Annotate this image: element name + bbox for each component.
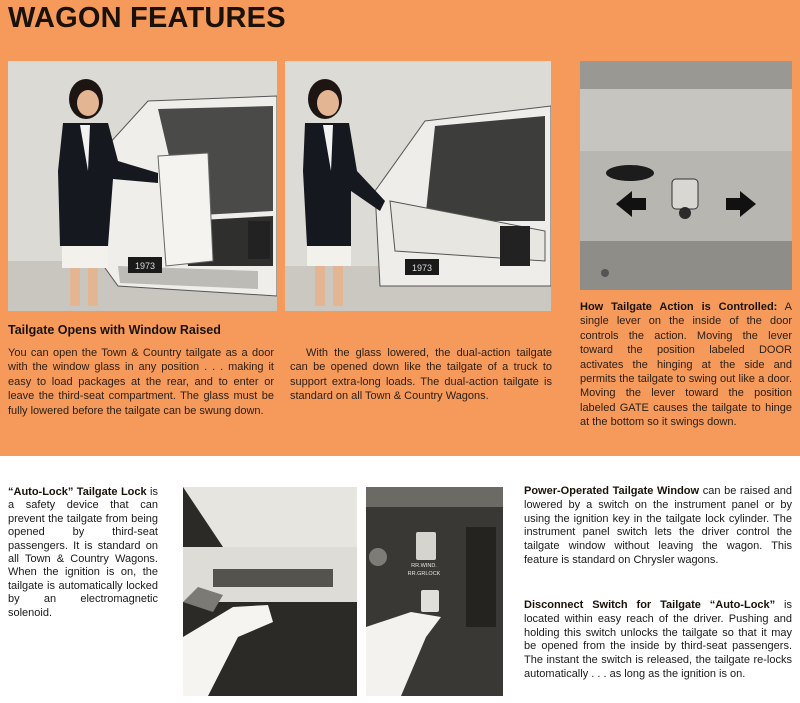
caption2-body: With the glass lowered, the dual-action tailgate can be opened down like the tailgate of a truck to support extra-long loads. The dual-action tailgate is standard on all Town & Country Wagons. <box>290 347 552 403</box>
photo-tailgate-door-open <box>8 61 277 311</box>
power-window-heading: Power-Operated Tailgate Window <box>524 485 700 497</box>
license-plate-2: 1973 <box>411 263 433 273</box>
autolock-body: is a safety device that can prevent the tailgate from being opened by third-seat passengers. It is standard on all Town & Country Wagons. When the ignition is on, the tailgate is automatically locked by an electromagnetic solenoid. <box>8 486 158 619</box>
disconnect-text <box>524 599 792 682</box>
caption3-body: A single lever on the inside of the door controls the action. Moving the lever toward the position labeled DOOR activates the hinging at the side and permits the tailgate to swing out like a door. Moving the lever toward the position labeled GATE causes the tailgate to hinge at the bottom so it swings down. <box>580 301 792 429</box>
autolock-text <box>8 486 158 620</box>
caption1-heading: Tailgate Opens with Window Raised <box>8 323 221 337</box>
caption1-body: You can open the Town & Country tailgate as a door with the window glass in any position . . . making it easy to load packages at the rear, and to enter or leave the third-seat compartment. The glass must be fully lowered before the tailgate can be swung down. <box>8 347 274 417</box>
photo-tailgate-lever <box>580 61 792 290</box>
page-title: WAGON FEATURES <box>8 2 286 34</box>
switch-label-lock: RR.GRLOCK <box>407 571 441 577</box>
power-window-body: can be raised and lowered by a switch on the instrument panel or by using the ignition key in the tailgate lock cylinder. The instrument panel switch lets the driver control the tailgate window without leaving the wagon. This feature is standard on Chrysler wagons. <box>524 485 792 566</box>
caption3-heading: How Tailgate Action is Controlled: <box>580 301 778 313</box>
disconnect-heading: Disconnect Switch for Tailgate “Auto-Lock” <box>524 599 776 611</box>
switch-label-window: RR.WIND. <box>411 563 437 569</box>
photo-tailgate-handle <box>183 487 357 696</box>
photo-tailgate-lowered <box>285 61 551 311</box>
disconnect-body: is located within easy reach of the driver. Pushing and holding this switch unlocks the tailgate so that it may be opened from the inside by third-seat passengers. The instant the switch is released, the tailgate re-locks automatically . . . as long as the ignition is on. <box>524 599 793 680</box>
autolock-heading: “Auto-Lock” Tailgate Lock <box>8 486 147 498</box>
license-plate-1: 1973 <box>134 261 156 271</box>
power-window-text <box>524 485 792 568</box>
caption3 <box>580 300 792 430</box>
photo-dashboard-switch <box>366 487 503 696</box>
